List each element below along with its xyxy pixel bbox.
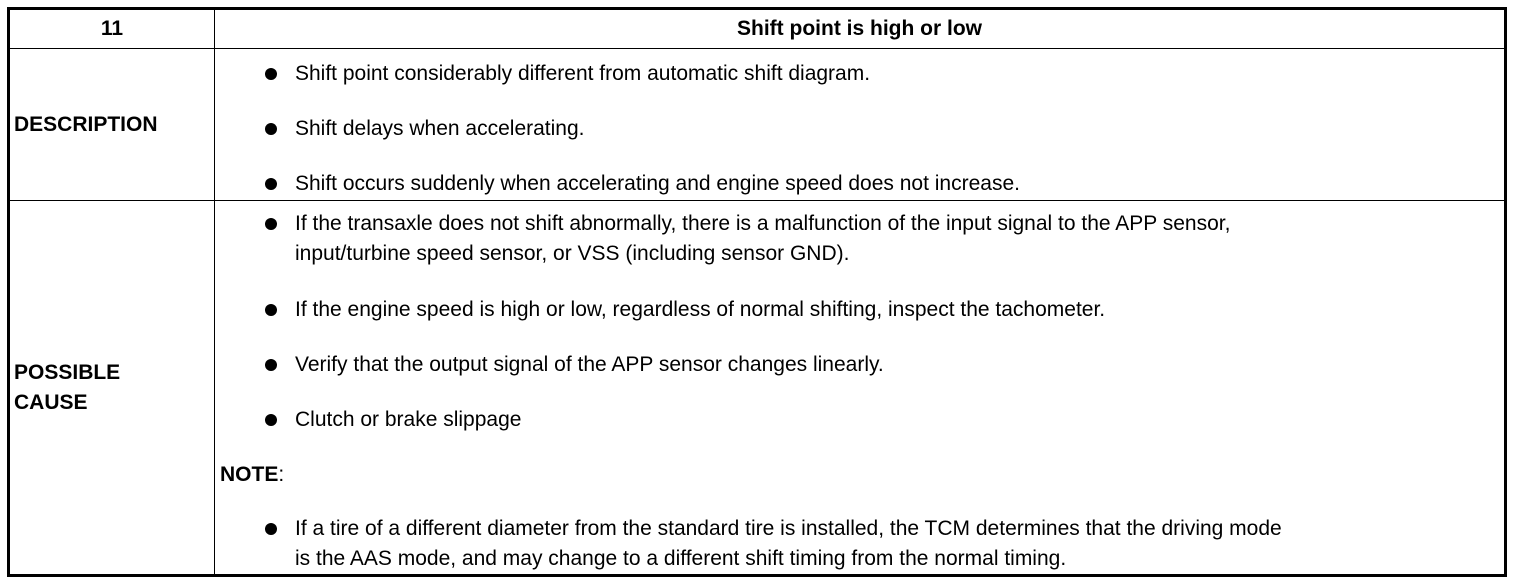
description-label bbox=[9, 49, 215, 201]
possible-cause-row bbox=[9, 201, 1506, 576]
bullet-icon bbox=[265, 359, 277, 371]
note-colon: : bbox=[278, 463, 285, 486]
cause-item-1-line2: input/turbine speed sensor, or VSS (including sensor GND). bbox=[295, 242, 850, 265]
note-item-line2: is the AAS mode, and may change to a different shift timing from the normal timing. bbox=[295, 547, 1067, 570]
bullet-icon bbox=[265, 218, 277, 230]
bullet-icon bbox=[265, 414, 277, 426]
header-row bbox=[9, 9, 1506, 49]
bullet-icon bbox=[265, 123, 277, 135]
symptom-title: Shift point is high or low bbox=[215, 9, 1506, 49]
bullet-icon bbox=[265, 68, 277, 80]
description-item-2: Shift delays when accelerating. bbox=[295, 117, 585, 140]
possible-cause-label-line1: POSSIBLE bbox=[14, 360, 121, 384]
possible-cause-content bbox=[215, 201, 1506, 576]
possible-cause-label-line2: CAUSE bbox=[14, 390, 88, 414]
bullet-icon bbox=[265, 304, 277, 316]
description-content bbox=[215, 49, 1506, 201]
note-label-text: NOTE bbox=[220, 463, 279, 486]
cause-item-3: Verify that the output signal of the APP sensor changes linearly. bbox=[295, 353, 884, 376]
description-row bbox=[9, 49, 1506, 201]
description-item-3: Shift occurs suddenly when accelerating and engine speed does not increase. bbox=[295, 172, 1020, 195]
possible-cause-label bbox=[9, 201, 215, 576]
note-item-line1: If a tire of a different diameter from the standard tire is installed, the TCM determines that the driving mode bbox=[295, 517, 1282, 540]
cause-item-1-line1: If the transaxle does not shift abnormally, there is a malfunction of the input signal to the APP sensor, bbox=[295, 212, 1231, 235]
note-label bbox=[220, 460, 284, 490]
description-label-text: DESCRIPTION bbox=[14, 112, 158, 136]
item-number: 11 bbox=[9, 9, 215, 49]
bullet-icon bbox=[265, 523, 277, 535]
bullet-icon bbox=[265, 178, 277, 190]
troubleshooting-table bbox=[7, 7, 1507, 577]
cause-item-2: If the engine speed is high or low, regardless of normal shifting, inspect the tachometer. bbox=[295, 298, 1106, 321]
description-item-1: Shift point considerably different from automatic shift diagram. bbox=[295, 62, 871, 85]
cause-item-4: Clutch or brake slippage bbox=[295, 408, 522, 431]
